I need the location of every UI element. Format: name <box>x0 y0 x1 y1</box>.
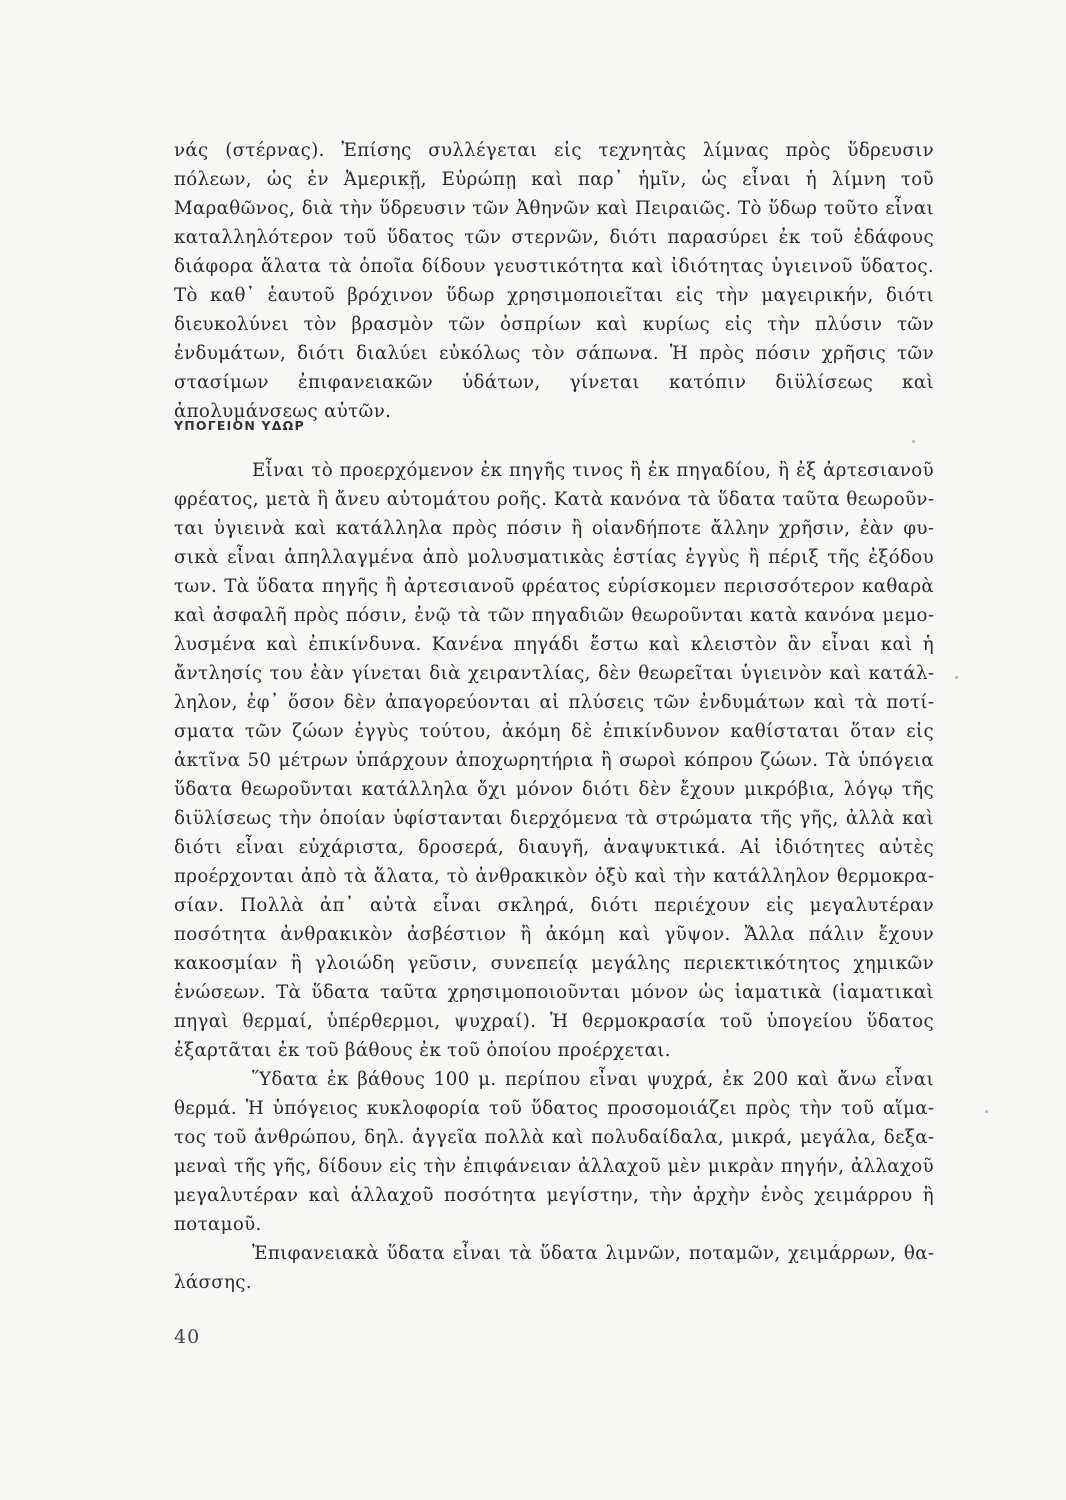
section-heading: ΥΠΟΓΕΙΟΝ ΥΔΩΡ <box>174 418 305 433</box>
page-number: 40 <box>174 1326 201 1348</box>
text-block-main <box>174 456 934 1297</box>
paper-speck <box>985 1110 988 1113</box>
paragraph-rainwater: νάς (στέρνας). Ἐπίσης συλλέγεται εἰς τεχνητὰς λίμνας πρὸς ὕδρευσιν πόλεων, ὡς ἐν Ἀμερικῇ, Εὐρώπῃ καὶ παρ᾽ ἡμῖν, ὡς εἶναι ἡ λίμνη τοῦ Μαραθῶνος, διὰ τὴν ὕδρευσιν τῶν Ἀθηνῶν καὶ Πειραιῶς. Τὸ ὕδωρ τοῦτο εἶναι καταλληλότερον τοῦ ὕδατος τῶν στερνῶν, διότι παρασύρει ἐκ τοῦ ἐδάφους διάφορα ἅλατα τὰ ὁποῖα δίδουν γευστικότητα καὶ ἰδιότητας ὑγιεινοῦ ὕδατος. Τὸ καθ᾽ ἑαυτοῦ βρόχινον ὕδωρ χρησιμοποιεῖται εἰς τὴν μαγειρικήν, διότι διευκολύνει τὸν βρασμὸν τῶν ὀσπρίων καὶ κυρίως εἰς τὴν πλύσιν τῶν ἐνδυμάτων, διότι διαλύει εὐκόλως τὸν σάπωνα. Ἡ πρὸς πόσιν χρῆσις τῶν στασίμων ἐπιφανειακῶν ὑδάτων, γίνεται κατόπιν διϋλίσεως καὶ ἀπολυμάνσεως αὐτῶν. <box>174 140 934 422</box>
paper-speck <box>912 440 915 443</box>
paragraph-surface-water: Ἐπιφανειακὰ ὕδατα εἶναι τὰ ὕδατα λιμνῶν, ποταμῶν, χειμάρρων, θαλάσσης. <box>174 1243 934 1293</box>
paragraph-depth: Ὕδατα ἐκ βάθους 100 μ. περίπου εἶναι ψυχρά, ἐκ 200 καὶ ἄνω εἶναι θερμά. Ἡ ὑπόγειος κυκλοφορία τοῦ ὕδατος προσομοιάζει πρὸς τὴν τοῦ αἵματος τοῦ ἀνθρώπου, δηλ. ἀγγεῖα πολλὰ καὶ πολυδαίδαλα, μικρά, μεγάλα, δεξαμεναὶ τῆς γῆς, δίδουν εἰς τὴν ἐπιφάνειαν ἀλλαχοῦ μὲν μικρὰν πηγήν, ἀλλαχοῦ μεγαλυτέραν καὶ ἀλλαχοῦ ποσότητα μεγίστην, τὴν ἀρχὴν ἑνὸς χειμάρρου ἢ ποταμοῦ. <box>174 1069 934 1235</box>
paper-speck <box>955 676 958 679</box>
text-block-top <box>174 136 934 426</box>
paragraph-underground-water: Εἶναι τὸ προερχόμενον ἐκ πηγῆς τινος ἢ ἐκ πηγαδίου, ἢ ἐξ ἀρτεσιανοῦ φρέατος, μετὰ ἢ ἄνευ αὐτομάτου ροῆς. Κατὰ κανόνα τὰ ὕδατα ταῦτα θεωροῦνται ὑγιεινὰ καὶ κατάλληλα πρὸς πόσιν ἢ οἱανδήποτε ἄλλην χρῆσιν, ἐὰν φυσικὰ εἶναι ἀπηλλαγμένα ἀπὸ μολυσματικὰς ἑστίας ἐγγὺς ἢ πέριξ τῆς ἐξόδου των. Τὰ ὕδατα πηγῆς ἢ ἀρτεσιανοῦ φρέατος εὑρίσκομεν περισσότερον καθαρὰ καὶ ἀσφαλῆ πρὸς πόσιν, ἐνῷ τὰ τῶν πηγαδιῶν θεωροῦνται κατὰ κανόνα μεμολυσμένα καὶ ἐπικίνδυνα. Κανένα πηγάδι ἔστω καὶ κλειστὸν ἂν εἶναι καὶ ἡ ἄντλησίς του ἐὰν γίνεται διὰ χειραντλίας, δὲν θεωρεῖται ὑγιεινὸν καὶ κατάλληλον, ἐφ᾽ ὅσον δὲν ἀπαγορεύονται αἱ πλύσεις τῶν ἐνδυμάτων καὶ τὰ ποτίσματα τῶν ζώων ἐγγὺς τούτου, ἀκόμη δὲ ἐπικίνδυνον καθίσταται ὅταν εἰς ἀκτῖνα 50 μέτρων ὑπάρχουν ἀποχωρητήρια ἢ σωροὶ κόπρου ζώων. Τὰ ὑπόγεια ὕδατα θεωροῦνται κατάλληλα ὄχι μόνον διότι δὲν ἔχουν μικρόβια, λόγῳ τῆς διϋλίσεως τὴν ὁποίαν ὑφίστανται διερχόμενα τὰ στρώματα τῆς γῆς, ἀλλὰ καὶ διότι εἶναι εὐχάριστα, δροσερά, διαυγῆ, ἀναψυκτικά. Αἱ ἰδιότητες αὐτὲς προέρχονται ἀπὸ τὰ ἅλατα, τὸ ἀνθρακικὸν ὀξὺ καὶ τὴν κατάλληλον θερμοκρασίαν. Πολλὰ ἀπ᾽ αὐτὰ εἶναι σκληρά, διότι περιέχουν εἰς μεγαλυτέραν ποσότητα ἀνθρακικὸν ἀσβέστιον ἢ ἀκόμη καὶ γῦψον. Ἄλλα πάλιν ἔχουν κακοσμίαν ἢ γλοιώδη γεῦσιν, συνεπείᾳ μεγάλης περιεκτικότητος χημικῶν ἑνώσεων. Τὰ ὕδατα ταῦτα χρησιμοποιοῦνται μόνον ὡς ἰαματικὰ (ἰαματικαὶ πηγαὶ θερμαί, ὑπέρθερμοι, ψυχραί). Ἡ θερμοκρασία τοῦ ὑπογείου ὕδατος ἐξαρτᾶται ἐκ τοῦ βάθους ἐκ τοῦ ὁποίου προέρχεται. <box>174 460 934 1061</box>
